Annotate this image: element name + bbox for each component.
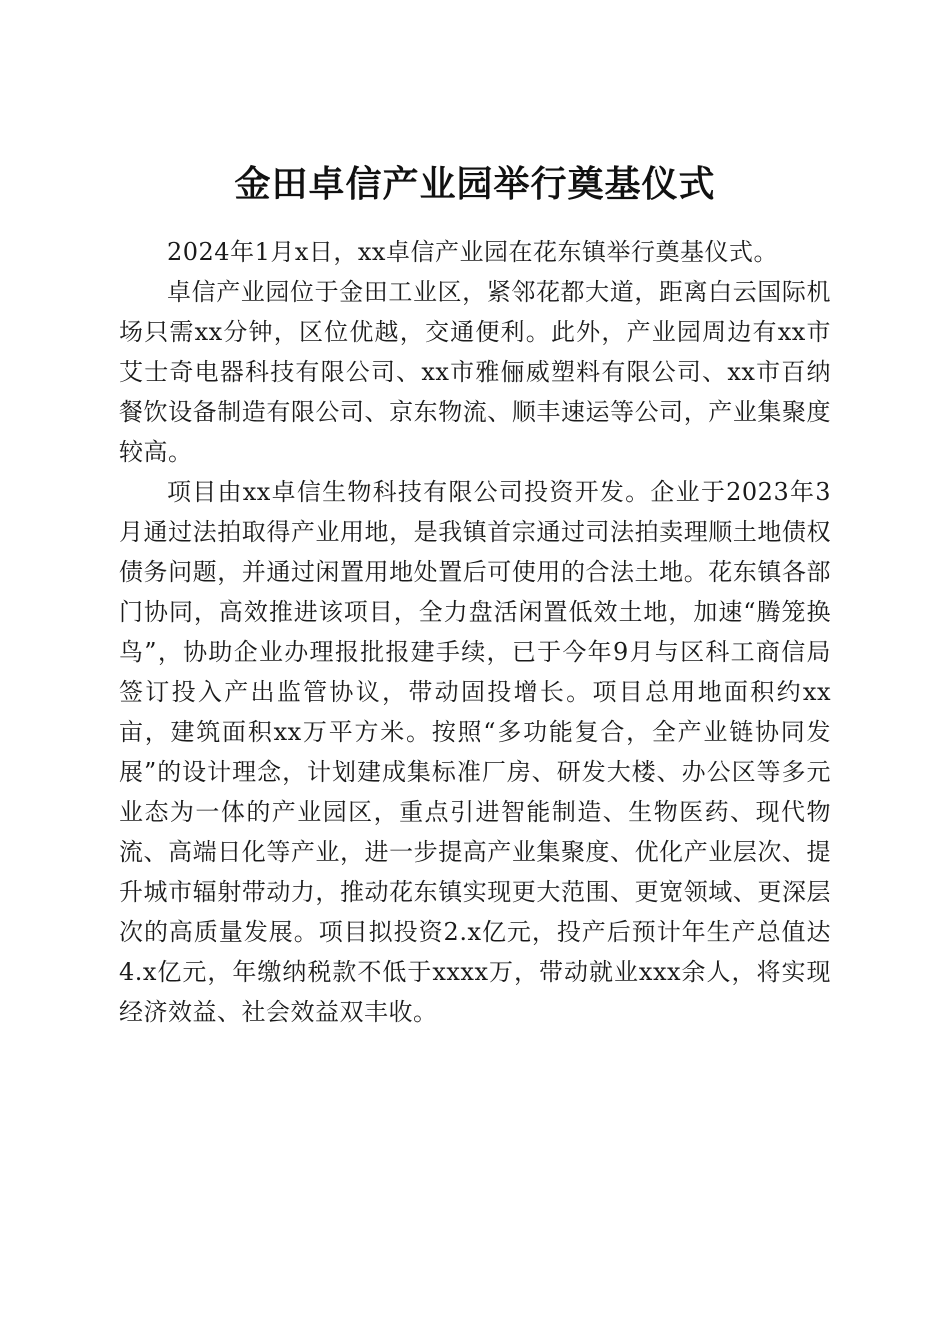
document-body (119, 232, 831, 1032)
paragraph-location: 卓信产业园位于金田工业区，紧邻花都大道，距离白云国际机场只需xx分钟，区位优越，交通便利。此外，产业园周边有xx市艾士奇电器科技有限公司、xx市雅俪威塑料有限公司、xx市百纳餐饮设备制造有限公司、京东物流、顺丰速运等公司，产业集聚度较高。 (119, 278, 831, 466)
paragraph-project-details: 项目由xx卓信生物科技有限公司投资开发。企业于2023年3月通过法拍取得产业用地，是我镇首宗通过司法拍卖理顺土地债权债务问题，并通过闲置用地处置后可使用的合法土地。花东镇各部门协同，高效推进该项目，全力盘活闲置低效土地，加速“腾笼换鸟”，协助企业办理报批报建手续，已于今年9月与区科工商信局签订投入产出监管协议，带动固投增长。项目总用地面积约xx亩，建筑面积xx万平方米。按照“多功能复合，全产业链协同发展”的设计理念，计划建成集标准厂房、研发大楼、办公区等多元业态为一体的产业园区，重点引进智能制造、生物医药、现代物流、高端日化等产业，进一步提高产业集聚度、优化产业层次、提升城市辐射带动力，推动花东镇实现更大范围、更宽领域、更深层次的高质量发展。项目拟投资2.x亿元，投产后预计年生产总值达4.x亿元，年缴纳税款不低于xxxx万，带动就业xxx余人，将实现经济效益、社会效益双丰收。 (119, 478, 831, 1026)
document-title: 金田卓信产业园举行奠基仪式 (234, 163, 716, 206)
paragraph-ceremony-date: 2024年1月x日，xx卓信产业园在花东镇举行奠基仪式。 (167, 238, 778, 266)
